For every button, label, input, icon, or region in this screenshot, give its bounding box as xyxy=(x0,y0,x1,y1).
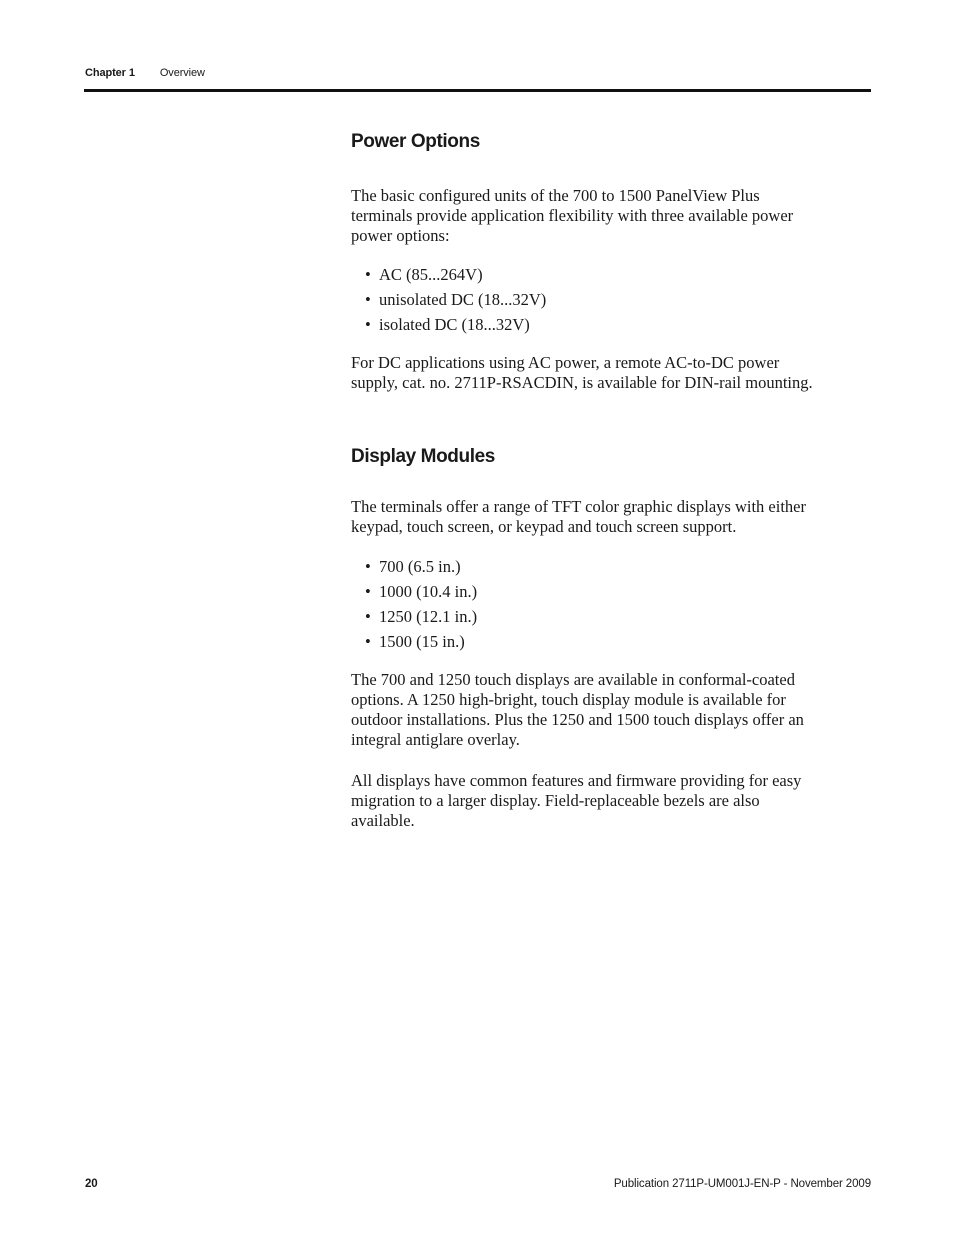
text-line: The terminals offer a range of TFT color graphic displays with either xyxy=(351,497,806,516)
list-item xyxy=(365,312,866,337)
bullet-glyph: • xyxy=(365,607,371,626)
display-modules-intro xyxy=(351,497,866,537)
main-content xyxy=(351,130,866,831)
section-label: Overview xyxy=(159,67,205,79)
header-rule xyxy=(84,89,871,92)
power-options-heading: Power Options xyxy=(351,131,480,152)
text-line: migration to a larger display. Field-replaceable bezels are also xyxy=(351,791,760,810)
list-item xyxy=(365,604,866,629)
display-modules-paragraph-2 xyxy=(351,771,866,831)
list-item-text: 1250 (12.1 in.) xyxy=(379,607,478,626)
list-item xyxy=(365,579,866,604)
text-line: The 700 and 1250 touch displays are available in conformal-coated xyxy=(351,670,795,689)
list-item xyxy=(365,262,866,287)
display-sizes-list xyxy=(351,554,866,654)
running-header xyxy=(85,66,205,80)
list-item-text: 1000 (10.4 in.) xyxy=(379,582,478,601)
text-line: supply, cat. no. 2711P-RSACDIN, is available for DIN-rail mounting. xyxy=(351,373,813,392)
list-item-text: isolated DC (18...32V) xyxy=(379,315,530,334)
power-options-intro xyxy=(351,186,866,246)
list-item-text: unisolated DC (18...32V) xyxy=(379,290,547,309)
text-line: terminals provide application flexibility with three available power xyxy=(351,206,794,225)
list-item-text: 1500 (15 in.) xyxy=(379,632,465,651)
bullet-glyph: • xyxy=(365,290,371,309)
text-line: keypad, touch screen, or keypad and touch screen support. xyxy=(351,517,737,536)
list-item xyxy=(365,629,866,654)
text-line: power options: xyxy=(351,226,450,245)
list-item xyxy=(365,287,866,312)
text-line: available. xyxy=(351,811,415,830)
publication-info: Publication 2711P-UM001J-EN-P - November 2009 xyxy=(613,1178,871,1190)
text-line: For DC applications using AC power, a remote AC-to-DC power xyxy=(351,353,780,372)
text-line: The basic configured units of the 700 to 1500 PanelView Plus xyxy=(351,186,760,205)
bullet-glyph: • xyxy=(365,582,371,601)
text-line: options. A 1250 high-bright, touch display module is available for xyxy=(351,690,786,709)
display-modules-heading: Display Modules xyxy=(351,446,495,467)
bullet-glyph: • xyxy=(365,315,371,334)
list-item xyxy=(365,554,866,579)
power-options-closing xyxy=(351,353,866,393)
chapter-label: Chapter 1 xyxy=(85,67,135,79)
bullet-glyph: • xyxy=(365,557,371,576)
list-item-text: AC (85...264V) xyxy=(379,265,483,284)
text-line: integral antiglare overlay. xyxy=(351,730,520,749)
bullet-glyph: • xyxy=(365,265,371,284)
display-modules-paragraph-1 xyxy=(351,670,866,750)
text-line: All displays have common features and firmware providing for easy xyxy=(351,771,802,790)
list-item-text: 700 (6.5 in.) xyxy=(379,557,461,576)
power-options-list xyxy=(351,262,866,337)
bullet-glyph: • xyxy=(365,632,371,651)
text-line: outdoor installations. Plus the 1250 and 1500 touch displays offer an xyxy=(351,710,804,729)
page-number: 20 xyxy=(85,1178,98,1190)
